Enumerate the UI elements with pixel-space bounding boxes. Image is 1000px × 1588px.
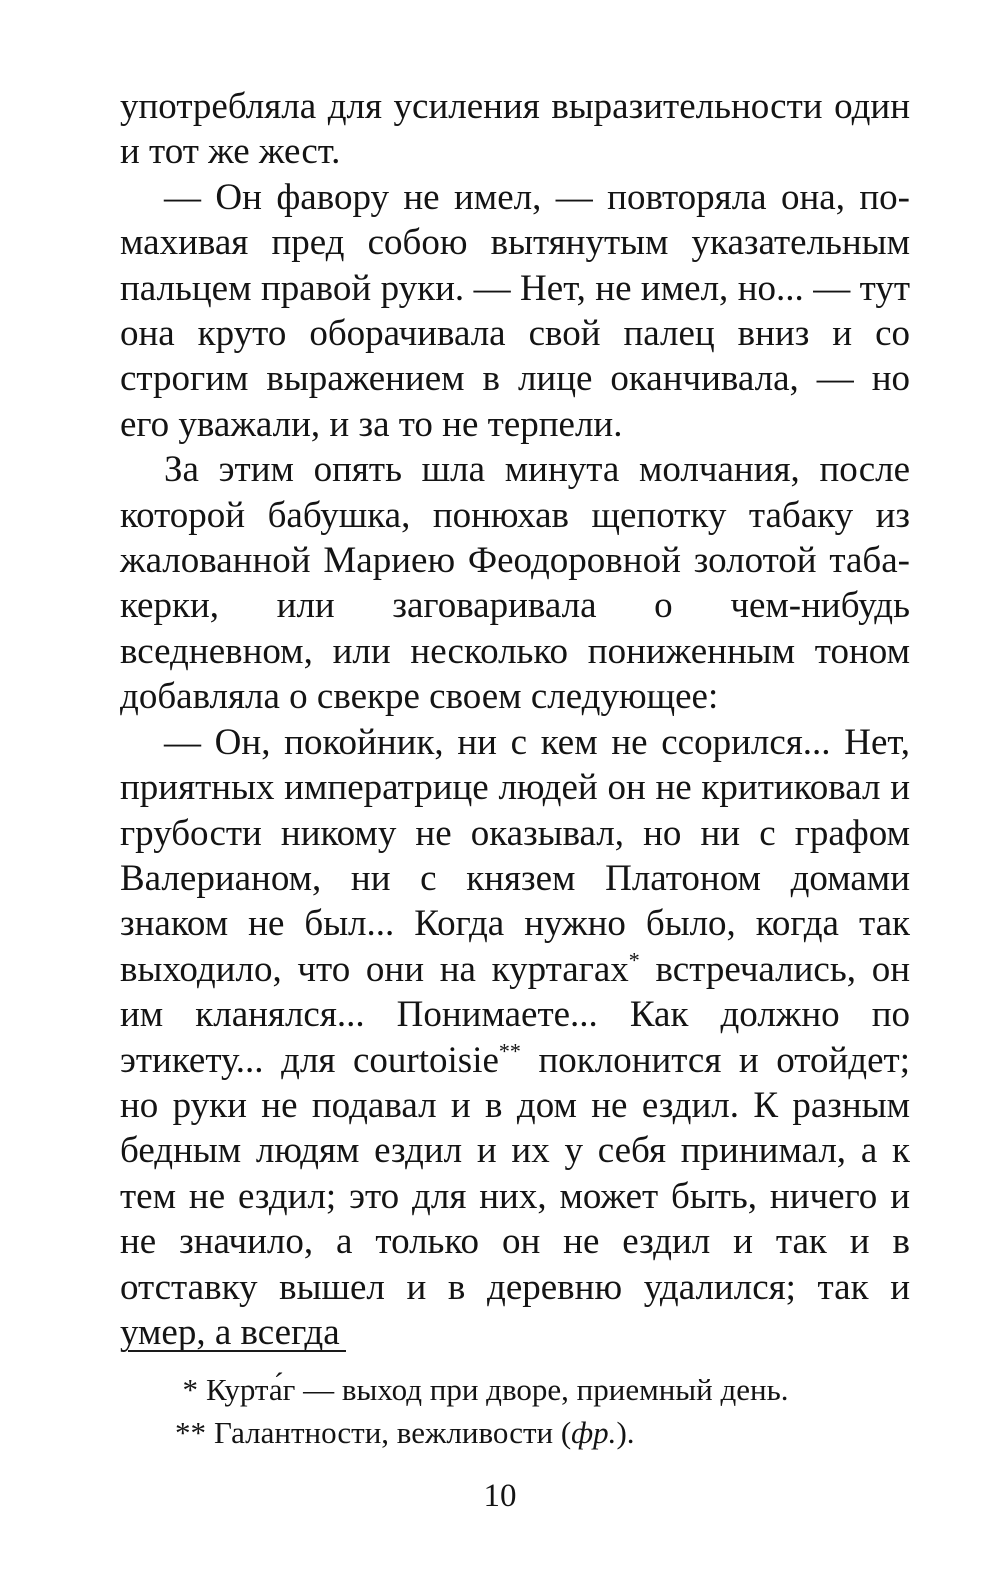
footnote-divider xyxy=(128,1350,346,1352)
paragraph-4-part-1: — Он, покойник, ни с кем не ссорился... Нет, приятных императрице людей он не критиковал и грубости никому не оказывал, но ни с графом Валерианом, ни с князем Платоном домами знаком не был... Когда нужно было, когда так выходило, что они на куртагах xyxy=(120,721,910,990)
footnote-1-text: Курта́г — выход при дворе, приемный день. xyxy=(206,1372,789,1407)
footnote-2-text: Галантности, вежливости ( xyxy=(214,1415,572,1450)
footnote-1 xyxy=(160,1368,910,1411)
footnote-1-symbol: * xyxy=(182,1372,198,1407)
paragraph-4-part-2: встречались, он им кланялся... Понимаете... Как должно по этикету... для courtoisie xyxy=(120,948,910,1081)
paragraph-4 xyxy=(120,720,910,1356)
main-text xyxy=(120,84,910,1355)
paragraph-1: употребляла для усиления выразительности один и тот же жест. xyxy=(120,86,910,173)
paragraph-3: За этим опять шла минута молчания, после которой бабушка, понюхав щепотку табаку из жалованной Мариею Феодоровной золотой табакерки, или заговаривала о чем-нибудь вседневном, или несколько пониженным тоном добавляла о свекре своем следующее: xyxy=(120,449,910,718)
footnote-2-symbol: ** xyxy=(175,1415,206,1450)
footnote-2-italic: фр. xyxy=(571,1415,617,1450)
paragraph-4-part-3: поклонится и отойдет; но руки не подавал и в дом не ездил. К разным бедным людям ездил и их у себя принимал, а к тем не ездил; это для них, может быть, ничего и не значило, а только он не ездил и так и в отставку вышел и в деревню удалился; так и умер, а всегда xyxy=(120,1039,910,1353)
footnote-mark-1: * xyxy=(628,947,640,973)
footnote-2 xyxy=(160,1411,910,1454)
footnote-2-tail: ). xyxy=(616,1415,635,1450)
footnotes xyxy=(160,1368,910,1454)
footnote-mark-2: ** xyxy=(498,1038,521,1064)
page-number: 10 xyxy=(483,1478,517,1514)
paragraph-2: — Он фавору не имел, — повторяла она, помахивая пред собою вытянутым указательным пальцем правой руки. — Нет, не имел, но... — тут она круто оборачивала свой палец вниз и со строгим выражением в лице оканчивала, — но его уважали, и за то не терпели. xyxy=(120,176,910,445)
